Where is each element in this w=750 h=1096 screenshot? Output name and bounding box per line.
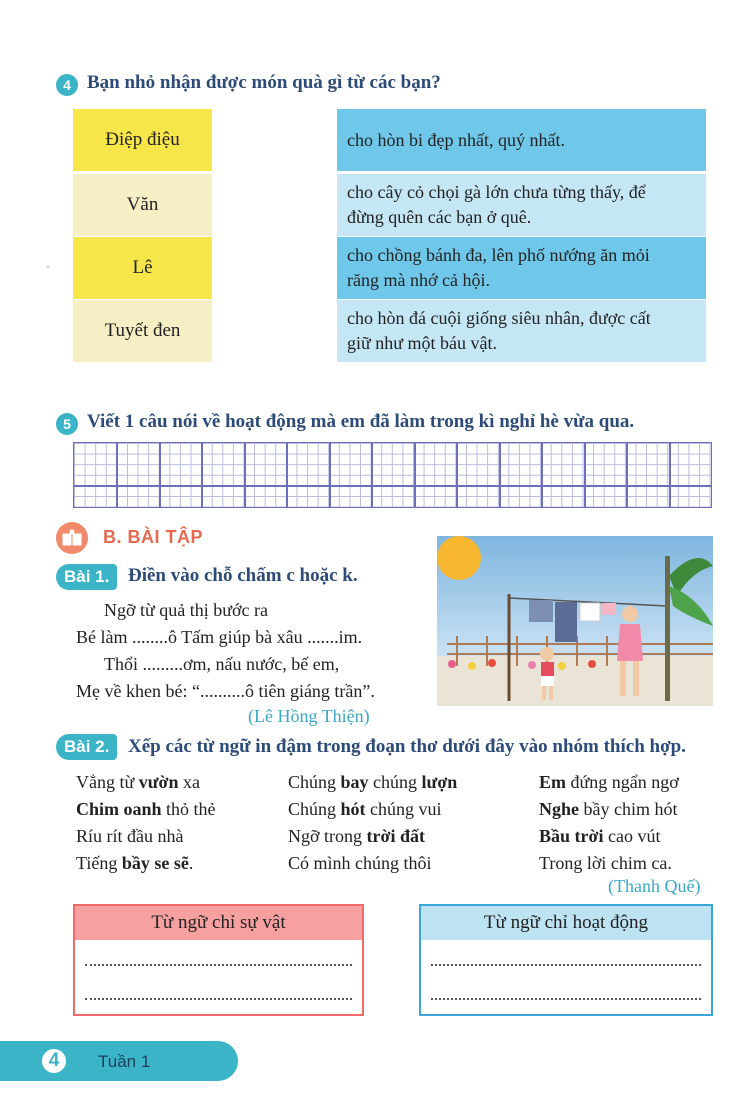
bai-1-author: (Lê Hồng Thiện) [248,706,370,726]
plain-text: Ngỡ trong [288,826,367,846]
gift-cell-1 [337,109,706,171]
poem-col2-line-1 [288,772,457,793]
writing-grid[interactable] [73,442,712,508]
plain-text: Chúng [288,772,341,792]
poem-col1-line-4 [76,853,193,874]
poem-col3-line-1 [539,772,679,793]
bai-1-line-2: Bé làm ........ô Tấm giúp bà xâu .......im. [76,627,363,647]
poem-col1-line-3 [76,826,183,847]
bai-1-line-4: Mẹ về khen bé: “..........ô tiên giáng trần”. [76,681,375,701]
plain-text: Trong lời chim ca. [539,853,672,873]
gift-3-line-2: răng mà nhớ cả hội. [347,270,490,290]
scan-mark: ◦ [46,262,50,273]
gift-cell-4 [337,300,706,362]
poem-col3-line-3 [539,826,660,847]
plain-text: Tiếng [76,853,122,873]
question-4-number: 4 [56,74,78,96]
bold-word: hót [340,799,366,819]
box-things-title: Từ ngữ chỉ sự vật [75,906,362,940]
gift-1-line-1: cho hòn bi đẹp nhất, quý nhất. [347,129,565,150]
bai-1-line-1: Ngỡ từ quả thị bước ra [104,600,269,620]
section-b-title: B. BÀI TẬP [103,527,204,547]
box-things[interactable] [73,904,364,1016]
gift-3-line-1: cho chồng bánh đa, lên phố nướng ăn mỏi [347,245,650,265]
poem-col3-line-2 [539,799,677,820]
bold-word: Nghe [539,799,579,819]
bai-1-line-3: Thổi .........ơm, nấu nước, bế em, [104,654,340,674]
plain-text: cao vút [603,826,661,846]
gift-2-line-2: đừng quên các bạn ở quê. [347,207,532,227]
plain-text: xa [178,772,201,792]
bai-2-author: (Thanh Quế) [608,876,701,896]
bai-2-title: Xếp các từ ngữ in đậm trong đoạn thơ dưới đây vào nhóm thích hợp. [128,736,686,757]
plain-text: Chúng [288,799,341,819]
bold-word: bay [340,772,369,792]
bold-word: trời đất [366,826,425,846]
gift-cell-2 [337,174,706,236]
bai-1-tag: Bài 1. [56,564,117,590]
plain-text: thỏ thẻ [161,799,216,819]
poem-col2-line-4 [288,853,432,874]
bold-word: Chim oanh [76,799,162,819]
poem-col2-line-2 [288,799,442,820]
name-cell-1: Điệp điệu [73,109,212,171]
poem-col1-line-2 [76,799,216,820]
laundry-illustration [437,536,713,706]
gift-2-line-1: cho cây cỏ chọi gà lớn chưa từng thấy, để [347,182,646,202]
gift-4-line-2: giữ như một báu vật. [347,333,497,353]
bold-word: Bầu trời [539,826,604,846]
gift-4-line-1: cho hòn đá cuội giống siêu nhân, được cất [347,308,651,328]
box-actions-title: Từ ngữ chỉ hoạt động [421,906,711,940]
plain-text: chúng [368,772,422,792]
name-cell-4: Tuyết đen [73,300,212,362]
poem-col2-line-3 [288,826,425,847]
bold-word: vườn [138,772,179,792]
bold-word: Em [539,772,566,792]
page-number: 4 [40,1047,68,1075]
question-4-title: Bạn nhỏ nhận được món quà gì từ các bạn? [87,72,441,93]
plain-text: bầy chim hót [579,799,678,819]
question-5-title: Viết 1 câu nói về hoạt động mà em đã làm trong kì nghỉ hè vừa qua. [87,411,635,432]
bold-word: bầy se sẽ [121,853,189,873]
plain-text: Có mình chúng thôi [288,853,432,873]
book-icon [56,522,88,554]
plain-text: Vẳng từ [76,772,139,792]
box-actions[interactable] [419,904,713,1016]
poem-col1-line-1 [76,772,200,793]
plain-text: đứng ngẩn ngơ [566,772,679,792]
poem-col3-line-4 [539,853,672,874]
bai-1-title: Điền vào chỗ chấm c hoặc k. [128,565,358,586]
plain-text: . [188,853,194,873]
gift-cell-3 [337,237,706,299]
bai-2-tag: Bài 2. [56,734,117,760]
name-cell-2: Văn [73,174,212,236]
name-cell-3: Lê [73,237,212,299]
week-label: Tuần 1 [98,1052,151,1071]
plain-text: chúng vui [365,799,442,819]
bold-word: lượn [421,772,458,792]
plain-text: Ríu rít đầu nhà [76,826,184,846]
question-5-number: 5 [56,413,78,435]
